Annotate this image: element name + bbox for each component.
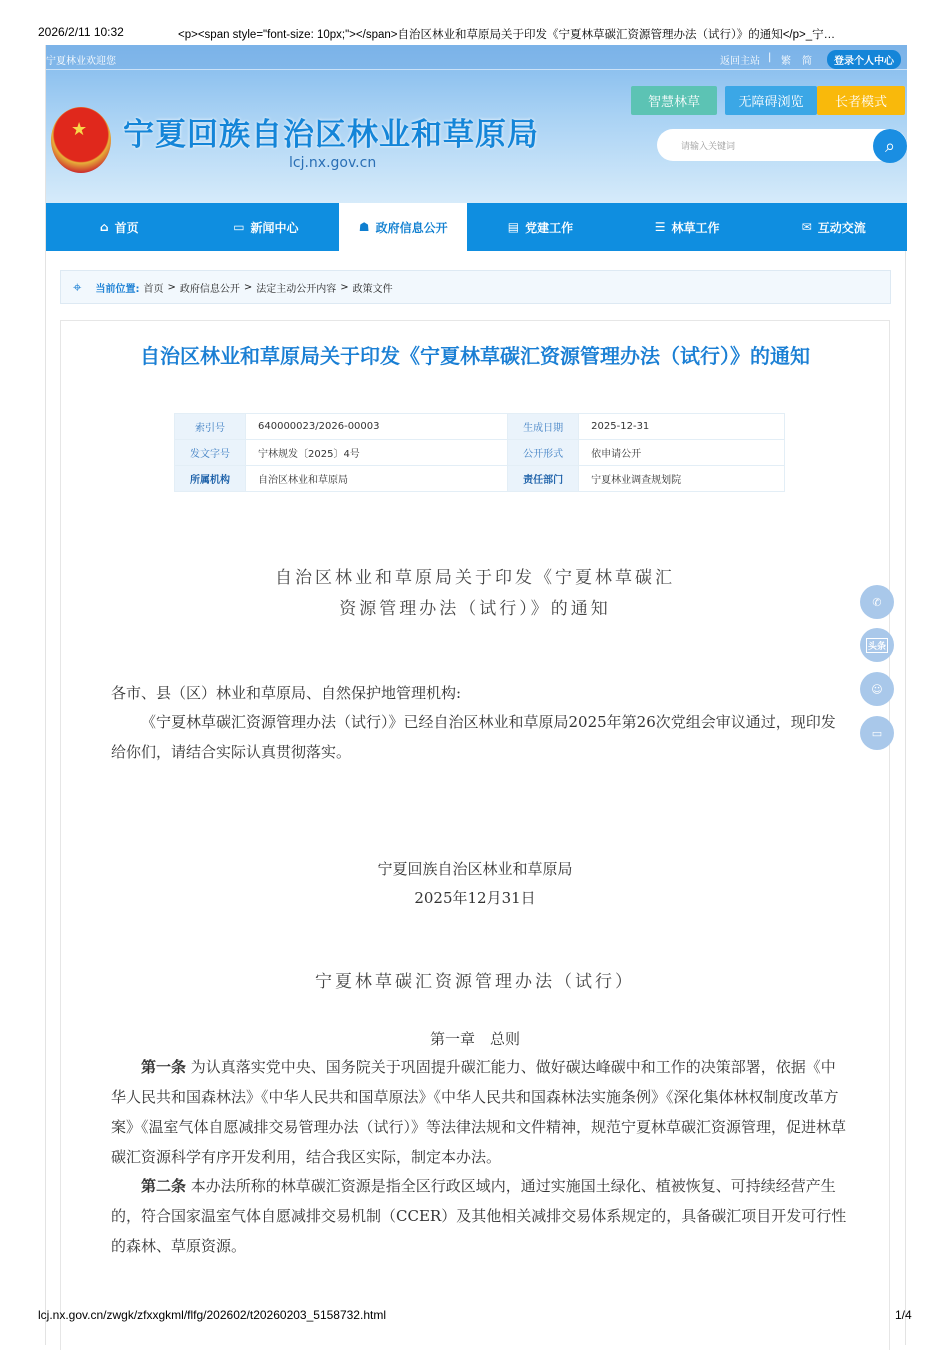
star-icon: ★ <box>71 119 88 140</box>
article-label: 第二条 <box>141 1177 187 1195</box>
site-name: 宁夏回族自治区林业和草原局 <box>123 117 539 153</box>
nav-home[interactable] <box>46 203 193 251</box>
wechat-icon: ✆ <box>872 595 882 609</box>
meta-value: 自治区林业和草原局 <box>246 466 508 492</box>
meta-key: 责任部门 <box>508 466 579 492</box>
breadcrumb-statutory[interactable]: 法定主动公开内容 <box>256 283 337 295</box>
nav-news[interactable] <box>193 203 340 251</box>
sign-date: 2025年12月31日 <box>414 889 536 907</box>
article-1 <box>111 1052 849 1172</box>
article-text: 为认真落实党中央、国务院关于巩固提升碳汇能力、做好碳达峰碳中和工作的决策部署，依据《中华人民共和国森林法》《中华人民共和国草原法》《中华人民共和国森林法实施条例》《深化集体林权制度改革方案》《温室气体自愿减排交易管理办法（试行）》等法律法规和文件精神，规范宁夏林草碳汇资源管理，促进林草碳汇资源科学有序开发利用，结合我区实际，制定本办法。 <box>111 1058 847 1166</box>
search-icon: ⌕ <box>884 135 896 157</box>
breadcrumb <box>60 270 891 304</box>
article-label: 第一条 <box>141 1058 187 1076</box>
print-datetime: 2026/2/11 10:32 <box>38 25 124 39</box>
metadata-table <box>174 413 785 492</box>
meta-key: 发文字号 <box>175 440 246 466</box>
body-paragraph: 《宁夏林草碳汇资源管理办法（试行）》已经自治区林业和草原局2025年第26次党组会审议通过，现印发给你们，请结合实际认真贯彻落实。 <box>111 713 836 761</box>
signer: 宁夏回族自治区林业和草原局 <box>377 860 573 878</box>
print-url: lcj.nx.gov.cn/zwgk/zfxxgkml/flfg/202602/t20260203_5158732.html <box>38 1308 386 1322</box>
nav-label: 林草工作 <box>671 220 720 235</box>
elder-mode-button[interactable]: 长者模式 <box>817 86 905 115</box>
meta-value: 2025-12-31 <box>579 414 785 440</box>
meta-key: 索引号 <box>175 414 246 440</box>
site-domain: lcj.nx.gov.cn <box>289 155 377 171</box>
national-emblem-logo <box>51 107 111 173</box>
attachment-title: 宁夏林草碳汇资源管理办法（试行） <box>315 972 635 992</box>
monitor-icon: ▭ <box>233 220 245 234</box>
nav-label: 新闻中心 <box>250 220 299 235</box>
header-banner <box>46 45 907 203</box>
toutiao-share-button[interactable] <box>860 628 894 662</box>
welcome-text: 宁夏林业欢迎您 <box>46 56 116 67</box>
accessibility-button[interactable]: 无障碍浏览 <box>725 86 817 115</box>
smart-forestry-button[interactable]: 智慧林草 <box>631 86 717 115</box>
breadcrumb-sep: > <box>243 281 253 293</box>
meta-key: 公开形式 <box>508 440 579 466</box>
meta-key: 所属机构 <box>175 466 246 492</box>
nav-label: 互动交流 <box>817 220 866 235</box>
breadcrumb-home[interactable]: 首页 <box>143 283 164 295</box>
article-title: 自治区林业和草原局关于印发《宁夏林草碳汇资源管理办法（试行）》的通知 <box>140 344 810 368</box>
doc-title-line2: 资源管理办法（试行）》的通知 <box>339 599 611 619</box>
list-icon: ☰ <box>654 220 666 234</box>
robot-icon: ☺ <box>871 682 883 696</box>
return-home-link[interactable]: 返回主站 <box>720 56 760 67</box>
breadcrumb-sep: > <box>340 281 349 293</box>
breadcrumb-sep: > <box>167 281 176 293</box>
meta-value: 依申请公开 <box>579 440 785 466</box>
doc-title-line1: 自治区林业和草原局关于印发《宁夏林草碳汇 <box>275 568 675 588</box>
location-pin-icon: ⌖ <box>73 278 82 296</box>
simplified-chinese-link[interactable]: 简 <box>802 56 812 67</box>
print-page-number: 1/4 <box>895 1308 912 1322</box>
meta-value: 宁林规发〔2025〕4号 <box>246 440 508 466</box>
desktop-icon: ▭ <box>871 726 883 740</box>
nav-label: 党建工作 <box>525 220 574 235</box>
chat-icon: ✉ <box>801 220 812 234</box>
meta-value: 宁夏林业调查规划院 <box>579 466 785 492</box>
bank-icon: ☗ <box>358 220 370 234</box>
meta-value: 640000023/2026-00003 <box>246 414 508 440</box>
toutiao-icon: 头条 <box>866 638 888 653</box>
article-2 <box>111 1171 849 1261</box>
top-bar <box>46 45 907 70</box>
search-button[interactable] <box>873 129 907 163</box>
breadcrumb-gov-info[interactable]: 政府信息公开 <box>179 283 240 295</box>
search-input[interactable]: 请输入关键词 <box>657 129 907 161</box>
nav-label: 政府信息公开 <box>375 220 448 235</box>
chapter-heading: 第一章 总则 <box>429 1030 520 1048</box>
breadcrumb-label: 当前位置: <box>95 283 140 295</box>
main-nav <box>46 203 907 251</box>
print-page-title: <p><span style="font-size: 10px;"></span>自治区林业和草原局关于印发《宁夏林草碳汇资源管理办法（试行）》的通知</p>_宁… <box>178 29 836 41</box>
nav-party[interactable] <box>467 203 614 251</box>
login-button[interactable]: 登录个人中心 <box>827 50 901 69</box>
separator: | <box>768 52 772 63</box>
nav-forestry[interactable] <box>614 203 761 251</box>
nav-label: 首页 <box>114 220 139 235</box>
wechat-share-button[interactable] <box>860 585 894 619</box>
meta-key: 生成日期 <box>508 414 579 440</box>
article-text: 本办法所称的林草碳汇资源是指全区行政区域内，通过实施国土绿化、植被恢复、可持续经营产生的，符合国家温室气体自愿减排交易机制（CCER）及其他相关减排交易体系规定的，具备碳汇项目开发可行性的森林、草原资源。 <box>111 1177 847 1255</box>
nav-gov-info[interactable] <box>339 203 467 251</box>
home-icon: ⌂ <box>99 220 109 234</box>
salutation: 各市、县（区）林业和草原局、自然保护地管理机构: <box>111 684 462 702</box>
traditional-chinese-link[interactable]: 繁 <box>781 56 791 67</box>
desktop-button[interactable] <box>860 716 894 750</box>
breadcrumb-policy[interactable]: 政策文件 <box>352 283 393 295</box>
robot-button[interactable] <box>860 672 894 706</box>
document-icon: ▤ <box>507 220 520 234</box>
nav-interaction[interactable] <box>760 203 907 251</box>
